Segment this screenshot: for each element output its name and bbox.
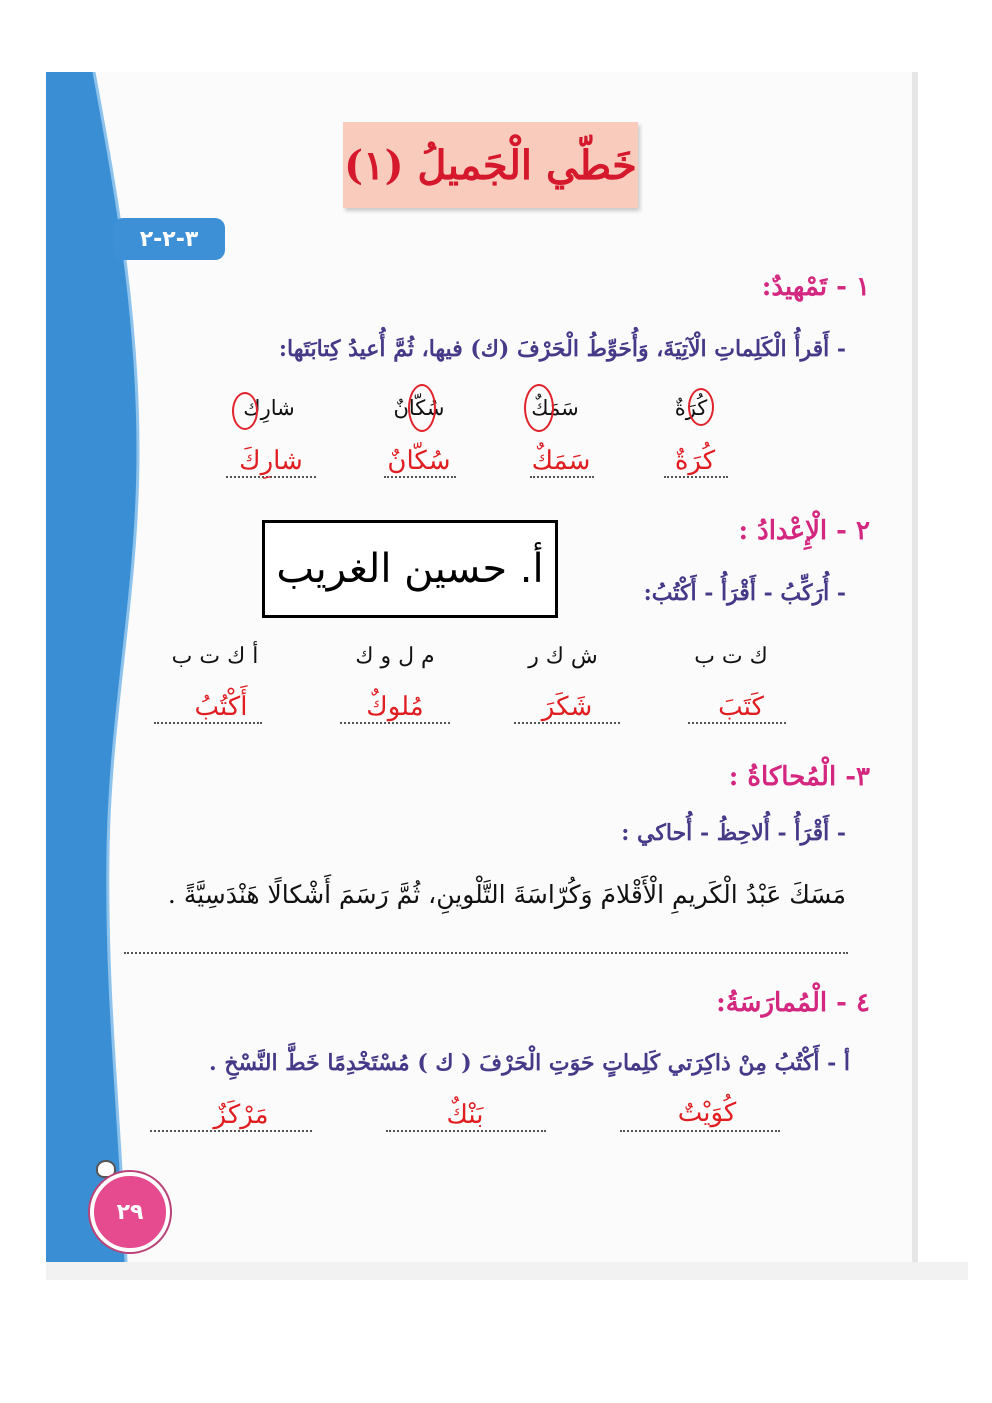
s2-letters-2: ش ك ر bbox=[528, 644, 598, 669]
answer-line bbox=[154, 722, 262, 724]
s4-answer-3: مَرْكَزٌ bbox=[213, 1100, 269, 1130]
answer-line bbox=[664, 476, 728, 478]
s2-answer-4: أَكْتُبُ bbox=[194, 692, 248, 722]
s2-answer-3: مُلوكٌ bbox=[366, 692, 424, 722]
letter-circle-mark bbox=[232, 392, 258, 430]
name-stamp-box bbox=[262, 520, 558, 618]
page-title: خَطّي الْجَميلُ (١) bbox=[344, 141, 637, 189]
letter-circle-mark bbox=[524, 384, 554, 432]
s4-answer-2: بَنْكٌ bbox=[446, 1100, 484, 1130]
section-2-instruction: - أُرَكِّبُ - أَقْرَأُ - أَكْتُبُ: bbox=[643, 580, 846, 606]
s4-answer-1: كُوَيْتٌ bbox=[677, 1098, 737, 1128]
answer-line bbox=[226, 476, 316, 478]
answer-line bbox=[530, 476, 594, 478]
section-3-heading: ٣- الْمُحاكاةُ : bbox=[728, 762, 870, 792]
section-1-instruction: - أَقرأُ الْكَلِماتِ الْآتِيَةَ، وَأُحَوِّطُ الْحَرْفَ (ك) فيها، ثُمَّ أُعيدُ كِتابَتَها: bbox=[278, 336, 846, 362]
answer-line bbox=[150, 1130, 312, 1132]
section-3-instruction: - أَقْرَأُ - أُلاحِظُ - أُحاكي : bbox=[621, 820, 846, 846]
section-4-instruction: أ - أَكْتُبُ مِنْ ذاكِرَتي كَلِماتٍ حَوَتِ الْحَرْفَ ( ك ) مُسْتَخْدِمًا خَطَّ النَّسْخِ . bbox=[209, 1050, 850, 1076]
answer-line bbox=[514, 722, 620, 724]
lesson-code-badge bbox=[113, 218, 225, 260]
model-sentence: مَسَكَ عَبْدُ الْكَريمِ الْأَقْلامَ وَكُرّاسَةَ التَّلْوينِ، ثُمَّ رَسَمَ أَشْكالًا هَنْدَسِيَّةً . bbox=[167, 880, 846, 909]
s2-answer-2: شَكَرَ bbox=[541, 692, 593, 722]
writing-line bbox=[124, 952, 848, 954]
answer-line bbox=[620, 1130, 780, 1132]
letter-circle-mark bbox=[688, 388, 714, 426]
s2-letters-3: م ل و ك bbox=[355, 644, 435, 669]
s1-answer-3: سُكّانٌ bbox=[387, 446, 451, 476]
answer-line bbox=[386, 1130, 546, 1132]
s1-answer-2: سَمَكٌ bbox=[531, 446, 591, 476]
s1-word-4: شارِك bbox=[243, 396, 295, 420]
s2-letters-1: ك ت ب bbox=[694, 644, 768, 669]
s1-word-1: كُرَةٌ bbox=[674, 396, 708, 420]
letter-circle-mark bbox=[408, 384, 436, 432]
page-fold-shadow bbox=[912, 72, 918, 1262]
answer-line bbox=[340, 722, 450, 724]
page-number-badge bbox=[90, 1172, 170, 1252]
section-1-heading: ١ - تَمْهيدٌ: bbox=[761, 272, 870, 302]
answer-line bbox=[688, 722, 786, 724]
s1-word-3: سُكّانٌ bbox=[393, 396, 445, 420]
scan-margin bbox=[46, 1262, 968, 1280]
s1-answer-1: كُرَةٌ bbox=[674, 446, 716, 476]
page-number: ٢٩ bbox=[116, 1199, 144, 1225]
name-stamp-text: أ. حسين الغريب bbox=[276, 546, 544, 592]
s1-answer-4: شارِكَ bbox=[239, 446, 303, 476]
s2-letters-4: أ ك ت ب bbox=[171, 644, 259, 669]
page-title-box bbox=[343, 122, 638, 208]
section-4-heading: ٤ - الْمُمارَسَةُ: bbox=[716, 988, 870, 1018]
section-2-heading: ٢ - الْإِعْدادُ : bbox=[738, 516, 870, 546]
s2-answer-1: كَتَبَ bbox=[718, 692, 764, 722]
s1-word-2: سَمَكٌ bbox=[531, 396, 579, 420]
answer-line bbox=[384, 476, 456, 478]
lesson-code: ٣-٢-٢ bbox=[139, 226, 199, 252]
